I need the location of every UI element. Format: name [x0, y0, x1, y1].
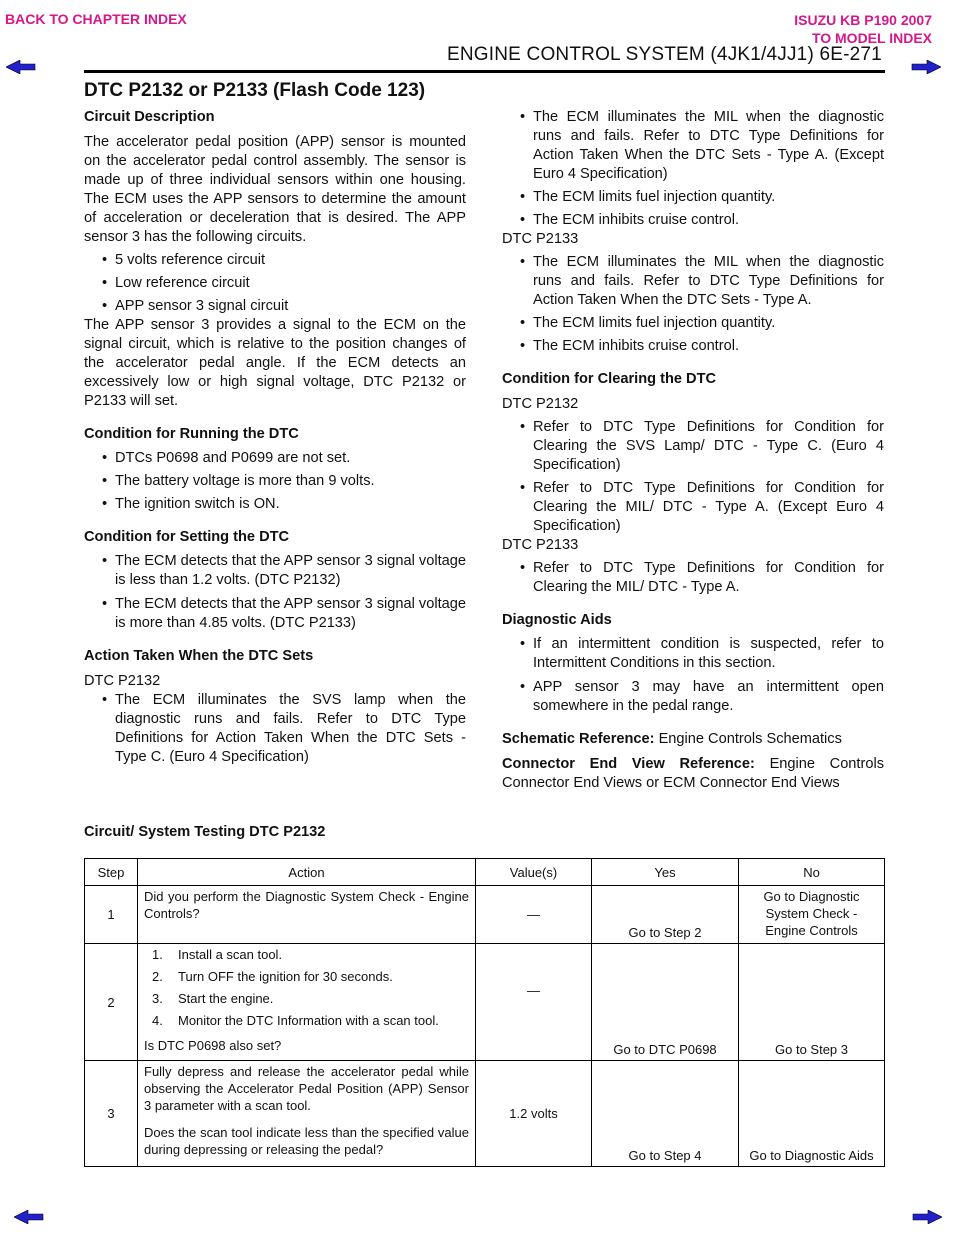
list-item: • The ECM inhibits cruise control.: [502, 337, 884, 356]
dtc-label: DTC P2133: [502, 537, 579, 553]
dtc-label: DTC P2133: [502, 231, 579, 247]
model-name: ISUZU KB P190 2007: [794, 12, 932, 28]
column-header: Value(s): [476, 859, 592, 886]
list-item: 1. Install a scan tool.: [152, 947, 283, 962]
clearing-list-p2133: [502, 559, 884, 597]
next-page-arrow-icon[interactable]: [911, 60, 941, 74]
action-text: Fully depress and release the accelerator pedal while observing the Accelerator Pedal Position (APP) Sensor 3 parameter with a scan tool.: [144, 1064, 469, 1113]
list-item: • The ECM limits fuel injection quantity.: [502, 314, 884, 333]
column-header: Step: [85, 859, 138, 886]
no-cell: Go to Diagnostic Aids: [739, 1061, 885, 1167]
step-text: Install a scan tool.: [178, 947, 283, 962]
next-page-arrow-bottom-icon[interactable]: [912, 1210, 942, 1224]
circuit-testing-title: Circuit/ System Testing DTC P2132: [84, 824, 326, 840]
back-to-chapter-index-link[interactable]: BACK TO CHAPTER INDEX: [5, 11, 187, 27]
list-item: • APP sensor 3 may have an intermittent open somewhere in the pedal range.: [502, 678, 884, 716]
yes-cell: Go to Step 2: [592, 886, 739, 944]
prev-page-arrow-icon[interactable]: [6, 60, 36, 74]
action-list-p2133: [502, 253, 884, 356]
list-item: • The ECM limits fuel injection quantity.: [502, 188, 884, 207]
schematic-reference: [502, 730, 884, 749]
action-question: Is DTC P0698 also set?: [144, 1038, 282, 1053]
step-cell: 3: [85, 1061, 138, 1167]
yes-cell: Go to Step 4: [592, 1061, 739, 1167]
diagnostic-table: [84, 858, 885, 1167]
action-cell: [138, 1061, 476, 1167]
page-header: ENGINE CONTROL SYSTEM (4JK1/4JJ1) 6E-271: [447, 44, 882, 65]
step-text: Monitor the DTC Information with a scan tool.: [178, 1013, 439, 1028]
value-cell: 1.2 volts: [476, 1061, 592, 1167]
table-row: [85, 944, 885, 1061]
step-text: Turn OFF the ignition for 30 seconds.: [178, 969, 393, 984]
list-item: • The battery voltage is more than 9 volts.: [84, 472, 466, 491]
action-steps: [144, 946, 469, 1029]
list-item: • 5 volts reference circuit: [84, 251, 466, 270]
setting-condition-list: [84, 552, 466, 633]
action-cell: Did you perform the Diagnostic System Check - Engine Controls?: [138, 886, 476, 944]
list-item: • The ECM inhibits cruise control.: [502, 211, 884, 230]
list-item: 3. Start the engine.: [152, 991, 274, 1006]
running-condition-list: [84, 449, 466, 514]
dtc-label: DTC P2132: [502, 396, 579, 412]
action-list-p2132-continued: [502, 108, 884, 230]
diagnostic-aids-list: [502, 635, 884, 716]
step-cell: 1: [85, 886, 138, 944]
list-item: • The ECM illuminates the MIL when the diagnostic runs and fails. Refer to DTC Type Definitions for Action Taken When the DTC Sets - Type A.: [502, 253, 884, 310]
running-condition-heading: Condition for Running the DTC: [84, 426, 299, 442]
column-header: Yes: [592, 859, 739, 886]
table-header-row: [85, 859, 885, 886]
diagnostic-aids-heading: Diagnostic Aids: [502, 612, 612, 628]
circuit-description-text: The accelerator pedal position (APP) sensor is mounted on the accelerator pedal control assembly. The sensor is made up of three individual sensors within one housing. The ECM uses the APP sensors to determine the amount of acceleration or deceleration that is desired. The APP sensor 3 has the following circuits.: [84, 134, 466, 245]
connector-reference-label: Connector End View Reference:: [502, 756, 755, 772]
model-index-link[interactable]: [794, 11, 932, 47]
step-text: Start the engine.: [178, 991, 274, 1006]
table-row: [85, 1061, 885, 1167]
list-item: • Refer to DTC Type Definitions for Condition for Clearing the MIL/ DTC - Type A.: [502, 559, 884, 597]
circuit-list: [84, 251, 466, 316]
action-cell: [138, 944, 476, 1061]
list-item: • Low reference circuit: [84, 274, 466, 293]
list-item: • Refer to DTC Type Definitions for Condition for Clearing the MIL/ DTC - Type A. (Except Euro 4 Specification): [502, 479, 884, 536]
list-item: 4. Monitor the DTC Information with a scan tool.: [152, 1013, 439, 1028]
list-item: • The ignition switch is ON.: [84, 495, 466, 514]
list-item: • If an intermittent condition is suspected, refer to Intermittent Conditions in this section.: [502, 635, 884, 673]
step-cell: 2: [85, 944, 138, 1061]
clearing-condition-heading: Condition for Clearing the DTC: [502, 371, 717, 387]
left-column: [84, 108, 466, 767]
circuit-description-heading: Circuit Description: [84, 109, 215, 125]
to-model-index-label[interactable]: TO MODEL INDEX: [811, 30, 932, 46]
no-cell: Go to Diagnostic System Check - Engine Controls: [739, 886, 885, 944]
action-list-p2132: [84, 691, 466, 767]
connector-reference-value: Engine Controls Connector End Views or ECM Connector End Views: [502, 756, 884, 791]
list-item: • The ECM illuminates the MIL when the diagnostic runs and fails. Refer to DTC Type Definitions for Action Taken When the DTC Sets - Type A. (Except Euro 4 Specification): [502, 108, 884, 184]
setting-condition-heading: Condition for Setting the DTC: [84, 529, 290, 545]
list-item: • The ECM detects that the APP sensor 3 signal voltage is more than 4.85 volts. (DTC P2133): [84, 595, 466, 633]
value-cell: —: [476, 886, 592, 944]
list-item: 2. Turn OFF the ignition for 30 seconds.: [152, 969, 393, 984]
schematic-reference-value: Engine Controls Schematics: [658, 731, 842, 747]
right-column: [502, 108, 884, 793]
schematic-reference-label: Schematic Reference:: [502, 731, 655, 747]
list-item: • The ECM detects that the APP sensor 3 signal voltage is less than 1.2 volts. (DTC P2132): [84, 552, 466, 590]
action-taken-heading: Action Taken When the DTC Sets: [84, 648, 314, 664]
header-rule: [84, 70, 885, 73]
dtc-label: DTC P2132: [84, 673, 161, 689]
list-item: • APP sensor 3 signal circuit: [84, 297, 466, 316]
clearing-list-p2132: [502, 418, 884, 536]
prev-page-arrow-bottom-icon[interactable]: [14, 1210, 44, 1224]
list-item: • DTCs P0698 and P0699 are not set.: [84, 449, 466, 468]
list-item: • The ECM illuminates the SVS lamp when the diagnostic runs and fails. Refer to DTC Type Definitions for Action Taken When the DTC Sets - Type C. (Euro 4 Specification): [84, 691, 466, 767]
action-question: Does the scan tool indicate less than the specified value during depressing or releasing the pedal?: [144, 1125, 469, 1157]
column-header: No: [739, 859, 885, 886]
column-header: Action: [138, 859, 476, 886]
connector-reference: [502, 755, 884, 793]
value-cell: —: [476, 944, 592, 1061]
page-title: DTC P2132 or P2133 (Flash Code 123): [84, 80, 426, 101]
yes-cell: Go to DTC P0698: [592, 944, 739, 1061]
table-row: [85, 886, 885, 944]
list-item: • Refer to DTC Type Definitions for Condition for Clearing the SVS Lamp/ DTC - Type C. (Euro 4 Specification): [502, 418, 884, 475]
signal-description-text: The APP sensor 3 provides a signal to the ECM on the signal circuit, which is relative to the position changes of the accelerator pedal angle. If the ECM detects an excessively low or high signal voltage, DTC P2132 or P2133 will set.: [84, 317, 466, 409]
no-cell: Go to Step 3: [739, 944, 885, 1061]
